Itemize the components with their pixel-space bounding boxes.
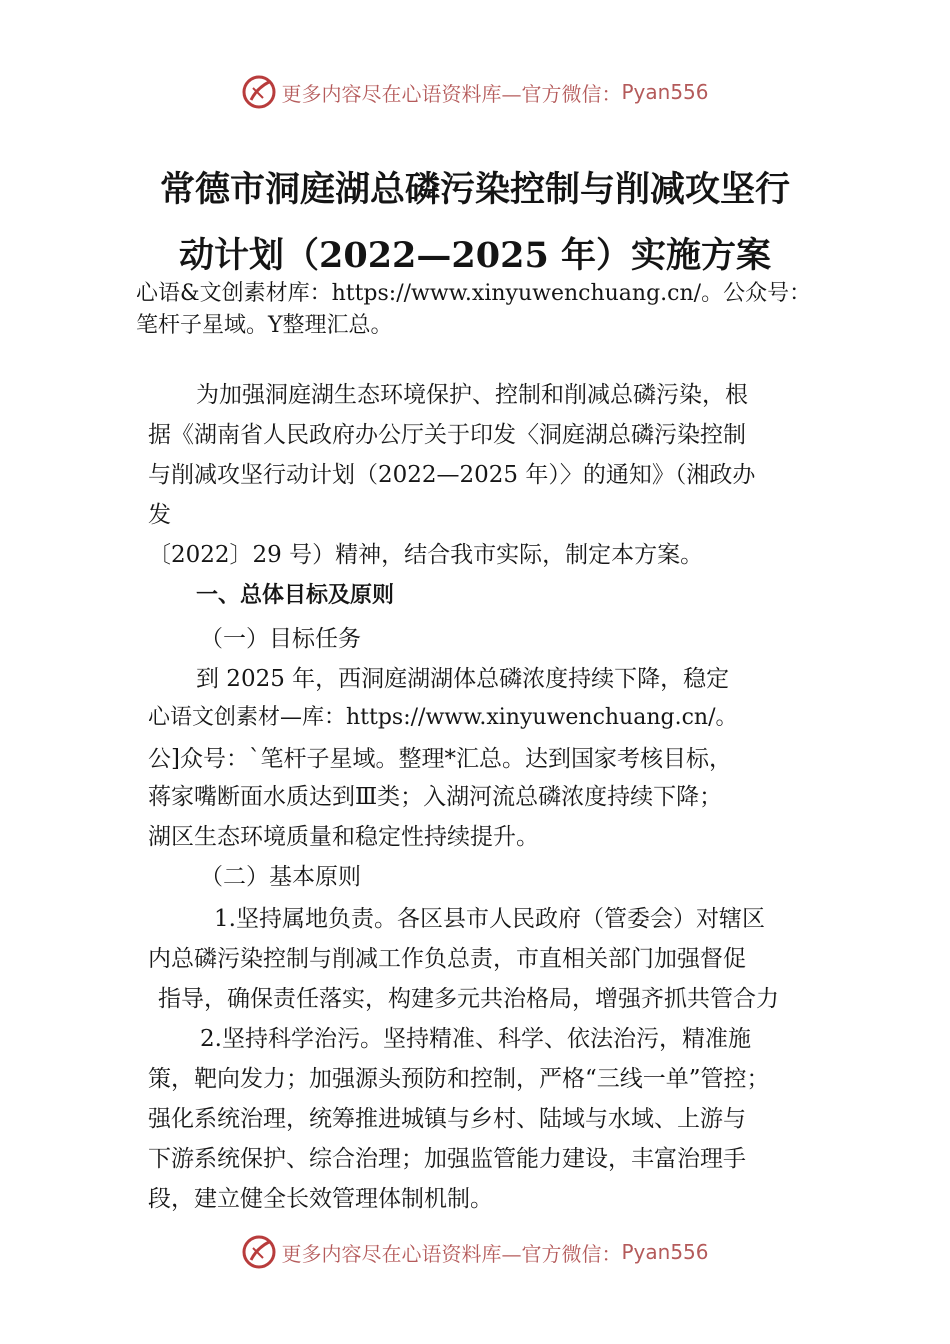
banner-text: 更多内容尽在心语资料库—官方微信： [281, 81, 622, 106]
paragraph-line: 段，建立健全长效管理体制机制。 [148, 1186, 493, 1212]
watermark-line: 心语文创素材—库：https://www.xinyuwenchuang.cn/。 [148, 705, 738, 730]
paragraph-line: 湖区生态环境质量和稳定性持续提升。 [148, 824, 539, 850]
paragraph-line: 到 2025 年，西洞庭湖湖体总磷浓度持续下降，稳定 [196, 666, 730, 692]
brush-logo-icon [241, 1234, 277, 1270]
paragraph-line: 2.坚持科学治污。坚持精准、科学、依法治污，精准施 [200, 1026, 751, 1052]
paragraph-line: 公]众号：`笔杆子星域。整理*汇总。达到国家考核目标， [148, 746, 732, 772]
doc-title-line-2: 动计划（2022—2025 年）实施方案 [178, 235, 771, 276]
paragraph-line: 蒋家嘴断面水质达到Ⅲ类；入湖河流总磷浓度持续下降； [148, 784, 723, 810]
footer-banner [0, 1230, 950, 1274]
paragraph-line: 策，靶向发力；加强源头预防和控制，严格“三线一单”管控； [148, 1066, 770, 1092]
paragraph-line: 内总磷污染控制与削减工作负总责，市直相关部门加强督促 [148, 946, 746, 972]
paragraph-line: 为加强洞庭湖生态环境保护、控制和削减总磷污染，根 [196, 382, 748, 408]
watermark-line: 笔杆子星域。Y整理汇总。 [136, 313, 393, 338]
paragraph-line: 据《湖南省人民政府办公厅关于印发〈洞庭湖总磷污染控制 [148, 422, 746, 448]
section-heading: 一、总体目标及原则 [196, 583, 395, 608]
paragraph-line: 〔2022〕29 号）精神，结合我市实际，制定本方案。 [148, 542, 704, 568]
brush-logo-icon [241, 74, 277, 110]
paragraph-line: 与削减攻坚行动计划（2022—2025 年）〉的通知》（湘政办 [148, 462, 756, 488]
banner-wechat-id: Pyan556 [621, 80, 709, 104]
paragraph-line: 指导，确保责任落实，构建多元共治格局，增强齐抓共管合力 [158, 986, 779, 1012]
subsection-heading: （一）目标任务 [200, 626, 361, 652]
banner-text: 更多内容尽在心语资料库—官方微信： [281, 1241, 622, 1266]
banner-wechat-id: Pyan556 [621, 1240, 709, 1264]
paragraph-line: 1.坚持属地负责。各区县市人民政府（管委会）对辖区 [214, 906, 765, 932]
paragraph-line: 下游系统保护、综合治理；加强监管能力建设，丰富治理手 [148, 1146, 746, 1172]
header-banner [0, 70, 950, 114]
paragraph-line: 发 [148, 502, 171, 528]
watermark-line: 心语&文创素材库：https://www.xinyuwenchuang.cn/。公众号： [136, 281, 812, 306]
subsection-heading: （二）基本原则 [200, 864, 361, 890]
doc-title-line-1: 常德市洞庭湖总磷污染控制与削减攻坚行 [159, 169, 790, 210]
paragraph-line: 强化系统治理，统筹推进城镇与乡村、陆域与水域、上游与 [148, 1106, 746, 1132]
